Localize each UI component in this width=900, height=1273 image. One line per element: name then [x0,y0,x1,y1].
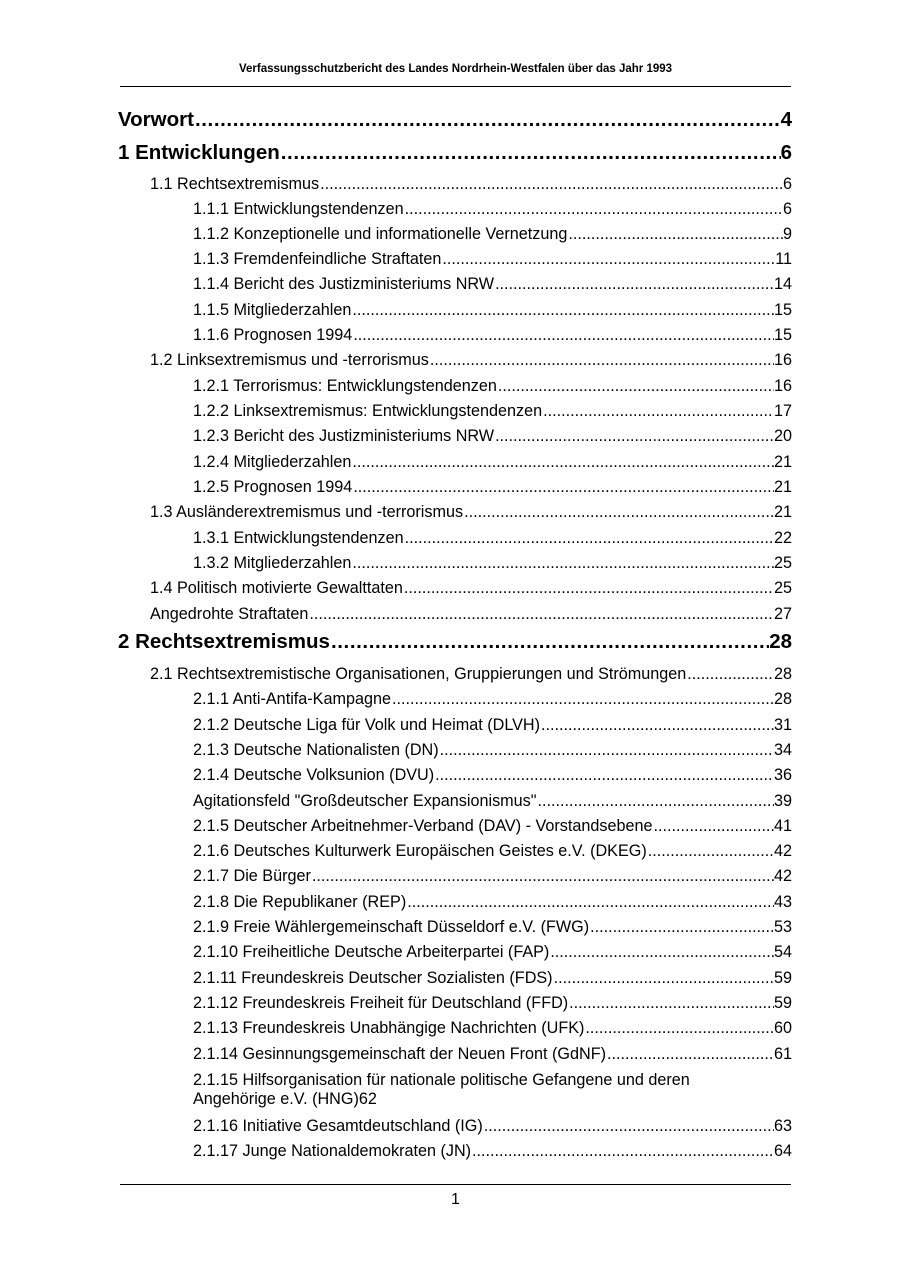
toc-leader [495,275,774,294]
toc-leader [585,1019,774,1038]
toc-title: 2.1.11 Freundeskreis Deutscher Sozialisten (FDS) [193,969,553,987]
toc-entry[interactable] [193,1045,792,1064]
toc-leader [654,817,774,836]
toc-entry[interactable] [118,141,792,165]
toc-title: 1.4 Politisch motivierte Gewalttaten [150,579,403,597]
toc-leader [498,377,774,396]
toc-leader [590,918,774,937]
toc-title: 1 Entwicklungen [118,141,280,164]
toc-entry[interactable] [193,453,792,472]
toc-title: 1.1.5 Mitgliederzahlen [193,301,352,319]
toc-page: 64 [773,1142,792,1160]
toc-entry[interactable] [193,478,792,497]
toc-title: Vorwort [118,108,194,131]
toc-leader [404,579,774,598]
footer-rule [120,1184,791,1185]
toc-entry[interactable] [193,427,792,446]
toc-page: 41 [773,817,792,835]
toc-entry[interactable] [193,402,792,421]
toc-title: 2.1 Rechtsextremistische Organisationen, Gruppierungen und Strömungen [150,665,687,683]
toc-title: 1.1.4 Bericht des Justizministeriums NRW [193,275,495,293]
toc-title: 1.2.4 Mitgliederzahlen [193,453,352,471]
toc-page: 22 [773,529,792,547]
toc-leader [353,326,774,345]
toc-title: 2.1.14 Gesinnungsgemeinschaft der Neuen Front (GdNF) [193,1045,606,1063]
toc-page: 43 [773,893,792,911]
toc-entry[interactable] [193,554,792,573]
toc-page: 28 [773,665,792,683]
toc-title: 1.1.3 Fremdenfeindliche Straftaten [193,250,442,268]
toc-entry[interactable] [118,630,792,654]
toc-entry[interactable] [193,275,792,294]
toc-entry[interactable] [193,943,792,962]
toc-page: 21 [773,453,792,471]
toc-entry[interactable] [193,766,792,785]
toc-title: 1.2.3 Bericht des Justizministeriums NRW [193,427,495,445]
toc-page: 20 [773,427,792,445]
toc-title: 1.1 Rechtsextremismus [150,175,320,193]
toc-entry[interactable] [193,817,792,836]
toc-leader [464,503,774,522]
toc-leader [472,1142,774,1161]
toc-leader [331,630,769,654]
toc-leader [554,969,774,988]
toc-entry[interactable] [150,503,792,522]
toc-page: 59 [773,969,792,987]
toc-title: 2.1.17 Junge Nationaldemokraten (JN) [193,1142,472,1160]
toc-leader [430,351,774,370]
toc-entry[interactable] [193,529,792,548]
toc-page: 21 [773,503,792,521]
toc-title: 1.1.6 Prognosen 1994 [193,326,353,344]
toc-leader [320,175,783,194]
toc-title: 2.1.9 Freie Wählergemeinschaft Düsseldorf e.V. (FWG) [193,918,590,936]
toc-page: 54 [773,943,792,961]
toc-page: 6 [782,200,792,218]
toc-leader [281,141,781,165]
toc-title: 1.3.1 Entwicklungstendenzen [193,529,404,547]
page-header: Verfassungsschutzbericht des Landes Nordrhein-Westfalen über das Jahr 1993 [238,63,673,75]
toc-page: 6 [780,141,792,164]
toc-entry[interactable] [193,867,792,886]
toc-title: Angedrohte Straftaten [150,605,309,623]
toc-page: 27 [773,605,792,623]
toc-page: 59 [773,994,792,1012]
toc-entry[interactable] [118,108,792,132]
toc-entry[interactable] [193,918,792,937]
toc-title: 1.3 Ausländerextremismus und -terrorismus [150,503,464,521]
toc-leader [440,741,774,760]
toc-leader [687,665,774,684]
toc-page: 25 [773,579,792,597]
toc-entry[interactable] [150,175,792,194]
toc-leader [607,1045,774,1064]
toc-title: 1.2.1 Terrorismus: Entwicklungstendenzen [193,377,497,395]
toc-entry[interactable] [150,665,792,684]
toc-entry[interactable] [193,1117,792,1136]
toc-entry[interactable] [193,301,792,320]
toc-leader [569,994,774,1013]
toc-title: 2.1.10 Freiheitliche Deutsche Arbeiterpartei (FAP) [193,943,550,961]
toc-title: 2.1.12 Freundeskreis Freiheit für Deutschland (FFD) [193,994,569,1012]
toc-entry[interactable] [193,1142,792,1161]
toc-leader [541,716,774,735]
toc-title: 2.1.1 Anti-Antifa-Kampagne [193,690,391,708]
toc-leader [484,1117,774,1136]
toc-leader [195,108,781,132]
toc-page: 42 [773,867,792,885]
toc-entry[interactable] [150,351,792,370]
toc-page: 62 [358,1090,377,1108]
toc-title: 2.1.4 Deutsche Volksunion (DVU) [193,766,435,784]
toc-page: 28 [773,690,792,708]
toc-page: 6 [782,175,792,193]
toc-entry[interactable] [193,842,792,861]
toc-leader [352,453,774,472]
toc-entry[interactable] [193,250,792,269]
toc-title-line1: 2.1.15 Hilfsorganisation für nationale politische Gefangene und deren [193,1071,690,1089]
toc-entry[interactable] [193,200,792,219]
toc-page: 63 [773,1117,792,1135]
toc-leader [392,690,774,709]
toc-entry[interactable] [193,690,792,709]
toc-title: 1.1.1 Entwicklungstendenzen [193,200,404,218]
toc-leader [353,478,774,497]
toc-leader [352,301,774,320]
toc-page: 34 [773,741,792,759]
toc-title: 2.1.3 Deutsche Nationalisten (DN) [193,741,439,759]
toc-title: 1.3.2 Mitgliederzahlen [193,554,352,572]
toc-title: 1.1.2 Konzeptionelle und informationelle Vernetzung [193,225,568,243]
toc-entry[interactable] [193,994,792,1013]
toc-leader [405,200,783,219]
toc-leader [538,792,774,811]
toc-entry[interactable] [193,1019,792,1038]
toc-title: 2.1.2 Deutsche Liga für Volk und Heimat (DLVH) [193,716,541,734]
toc-page: 28 [769,630,792,653]
toc-title: 2.1.16 Initiative Gesamtdeutschland (IG) [193,1117,483,1135]
toc-entry[interactable] [193,377,792,396]
toc-leader [312,867,774,886]
toc-entry[interactable] [150,605,792,624]
toc-page: 15 [773,301,792,319]
toc-page: 14 [773,275,792,293]
toc-page: 53 [773,918,792,936]
toc-entry[interactable] [193,225,792,244]
toc-page: 25 [773,554,792,572]
toc-leader [550,943,774,962]
toc-leader [495,427,774,446]
toc-entry[interactable] [193,893,792,912]
toc-title: 1.2.5 Prognosen 1994 [193,478,353,496]
toc-page: 11 [775,250,792,268]
toc-leader [568,225,783,244]
toc-page: 9 [782,225,792,243]
toc-page: 15 [773,326,792,344]
toc-entry[interactable] [193,741,792,760]
toc-leader [352,554,774,573]
toc-page: 42 [773,842,792,860]
toc-leader [309,605,774,624]
toc-title-line2: Angehörige e.V. (HNG) [193,1090,359,1108]
toc-entry[interactable] [193,1071,792,1109]
toc-page: 61 [773,1045,792,1063]
toc-entry[interactable] [193,716,792,735]
toc-leader [407,893,774,912]
toc-title: 2.1.5 Deutscher Arbeitnehmer-Verband (DAV) - Vorstandsebene [193,817,653,835]
toc-page: 17 [773,402,792,420]
toc-leader [405,529,774,548]
toc-page: 16 [773,377,792,395]
toc-entry[interactable] [193,792,792,811]
toc-entry[interactable] [193,326,792,345]
toc-title: 2.1.7 Die Bürger [193,867,311,885]
toc-title: 2 Rechtsextremismus [118,630,330,653]
toc-title: 2.1.13 Freundeskreis Unabhängige Nachrichten (UFK) [193,1019,585,1037]
toc-entry[interactable] [193,969,792,988]
toc-page: 21 [773,478,792,496]
page-number: 1 [451,1191,460,1208]
toc-leader [442,250,775,269]
toc-leader [543,402,774,421]
toc-page: 4 [780,108,792,131]
toc-leader [648,842,774,861]
toc-entry[interactable] [150,579,792,598]
toc-page: 60 [773,1019,792,1037]
toc-page: 39 [773,792,792,810]
toc-title: 2.1.6 Deutsches Kulturwerk Europäischen Geistes e.V. (DKEG) [193,842,647,860]
toc-page: 16 [773,351,792,369]
toc-leader [435,766,774,785]
toc-title: Agitationsfeld "Großdeutscher Expansionismus" [193,792,537,810]
toc-page: 36 [773,766,792,784]
toc-page: 31 [773,716,792,734]
toc-title: 1.2 Linksextremismus und -terrorismus [150,351,429,369]
toc-title: 1.2.2 Linksextremismus: Entwicklungstendenzen [193,402,543,420]
toc-title: 2.1.8 Die Republikaner (REP) [193,893,407,911]
